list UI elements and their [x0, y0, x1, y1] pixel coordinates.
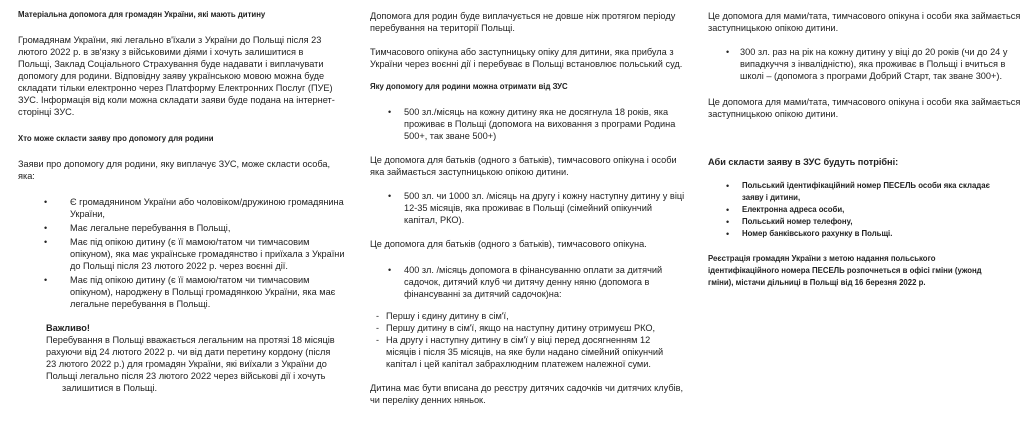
paragraph: перебування на території Польщі. [370, 23, 515, 33]
dash-icon: - [376, 311, 379, 321]
bullet-icon: • [726, 181, 730, 191]
dash-icon: - [376, 335, 379, 345]
paragraph: Це допомога для батьків (одного з батьків), тимчасового опікуна. [370, 239, 647, 249]
paragraph: заступницькою опікою дитини. [708, 109, 839, 119]
bullet-icon: • [44, 223, 48, 233]
bullet-icon: • [726, 229, 730, 239]
bullet-icon: • [44, 237, 48, 247]
paragraph: Це допомога для мами/тата, тимчасового опікуна і особи яка займається [708, 11, 1021, 21]
paragraph: Це допомога для мами/тата, тимчасового опікуна і особи яка займається [708, 97, 1021, 107]
bullet-icon: • [388, 265, 392, 275]
requirements-title: Аби скласти заяву в ЗУС будуть потрібні: [708, 157, 899, 167]
subheading: Хто може скласти заяву про допомогу для родини [18, 134, 214, 143]
paragraph: Дитина має бути вписана до реєстру дитячих садочків чи дитячих клубів, [370, 383, 684, 393]
bullet-icon: • [726, 47, 730, 57]
bullet-icon: • [726, 205, 730, 215]
paragraph: заступницькою опікою дитини. [708, 23, 839, 33]
bullet-icon: • [388, 107, 392, 117]
important-title: Важливо! [46, 323, 90, 333]
bullet-icon: • [44, 197, 48, 207]
paragraph: України через воєнні дії і перебуває в Польщі встановлює польський суд. [370, 59, 683, 69]
dash-icon: - [376, 323, 379, 333]
paragraph: Тимчасового опікуна або заступницьку опіку для дитини, яка прибула з [370, 47, 674, 57]
subheading: Яку допомогу для родини можна отримати від ЗУС [370, 82, 568, 91]
bullet-icon: • [726, 217, 730, 227]
bullet-icon: • [388, 191, 392, 201]
section-heading: Матеріальна допомога для громадян України, які мають дитину [18, 10, 266, 19]
bullet-icon: • [44, 275, 48, 285]
who-text-line: Заяви про допомогу для родини, яку виплачує ЗУС, може скласти особа, [18, 159, 331, 169]
paragraph: Це допомога для батьків (одного з батьків), тимчасового опікуна і особи [370, 155, 677, 165]
paragraph: яка займається заступницькою опікою дитини. [370, 167, 569, 177]
paragraph: чи переліку денних няньок. [370, 395, 486, 405]
paragraph: Допомога для родин буде виплачується не довше ніж протягом періоду [370, 11, 676, 21]
who-text-line: яка: [18, 171, 35, 181]
